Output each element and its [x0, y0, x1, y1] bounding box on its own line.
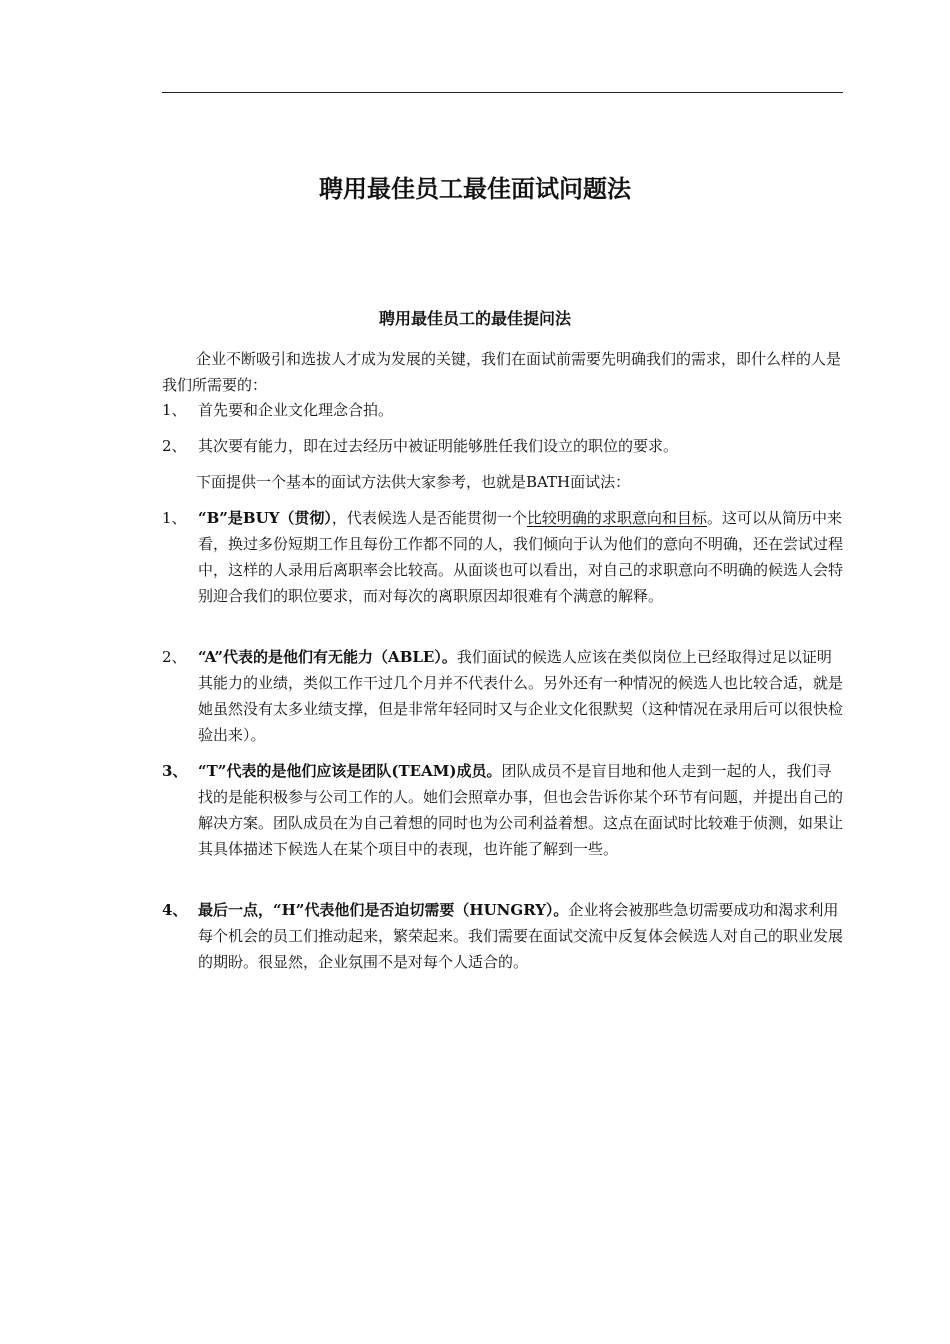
bath-item-text: ，代表候选人是否能贯彻一个: [331, 509, 527, 527]
bath-item-t: [162, 758, 844, 862]
bath-item-body: [198, 897, 844, 975]
bath-item-text: 我们面试的候选人应该在类似岗位上已经取得过足以证明其能力的业绩，类似工作干过几个月并不代表什么。另外还有一种情况的候选人也比较合适，就是她虽然没有太多业绩支撑，但是非常年轻同时又与企业文化很默契（这种情况在录用后可以很快检验出来）。: [198, 648, 844, 744]
bath-item-body: [198, 758, 844, 862]
bath-item-heading: “A”代表的是他们有无能力（ABLE）。: [198, 648, 457, 666]
bath-intro-paragraph: 下面提供一个基本的面试方法供大家参考，也就是BATH面试法：: [196, 473, 631, 491]
bath-item-heading: 最后一点，“H”代表他们是否迫切需要（HUNGRY）。: [198, 901, 569, 919]
list-number: 1、: [162, 509, 187, 527]
list-number: 2、: [162, 437, 187, 455]
list-number: 4、: [162, 901, 188, 919]
bath-item-text: 团队成员不是盲目地和他人走到一起的人，我们寻找的是能积极参与公司工作的人。她们会照章办事，但也会告诉你某个环节有问题，并提出自己的解决方案。团队成员在为自己着想的同时也为公司利益着想。这点在面试时比较难于侦测，如果让其具体描述下候选人在某个项目中的表现，也许能了解到一些。: [198, 762, 844, 858]
requirement-item-1: [162, 397, 844, 423]
header-rule: [162, 92, 843, 93]
bath-item-heading: “B”是BUY（贯彻）: [198, 509, 332, 527]
bath-item-heading: “T”代表的是他们应该是团队(TEAM)成员。: [198, 762, 502, 780]
bath-item-h: [162, 897, 844, 975]
list-number: 3、: [162, 762, 188, 780]
intro-paragraph: 企业不断吸引和选拔人才成为发展的关键，我们在面试前需要先明确我们的需求，即什么样的人是我们所需要的：: [162, 350, 842, 394]
bath-item-body: [198, 644, 844, 748]
section-title: 聘用最佳员工的最佳提问法: [378, 309, 571, 328]
underlined-phrase: 比较明确的求职意向和目标: [526, 509, 707, 527]
bath-item-b: [162, 505, 844, 609]
requirement-text: 其次要有能力，即在过去经历中被证明能够胜任我们设立的职位的要求。: [198, 437, 679, 455]
bath-item-text: 企业将会被那些急切需要成功和渴求利用每个机会的员工们推动起来，繁荣起来。我们需要在面试交流中反复体会候选人对自己的职业发展的期盼。很显然，企业氛围不是对每个人适合的。: [198, 901, 844, 971]
requirement-text: 首先要和企业文化理念合拍。: [198, 401, 394, 419]
document-title: 聘用最佳员工最佳面试问题法: [319, 175, 631, 203]
requirement-item-2: [162, 433, 844, 459]
list-number: 2、: [162, 648, 187, 666]
bath-item-text-continued: 。这可以从简历中来看，换过多份短期工作且每份工作都不同的人，我们倾向于认为他们的意向不明确，还在尝试过程中，这样的人录用后离职率会比较高。从面谈也可以看出，对自己的求职意向不明确的候选人会特别迎合我们的职位要求，而对每次的离职原因却很难有个满意的解释。: [198, 509, 844, 605]
bath-item-a: [162, 644, 844, 748]
bath-item-body: [198, 505, 844, 609]
list-number: 1、: [162, 401, 187, 419]
